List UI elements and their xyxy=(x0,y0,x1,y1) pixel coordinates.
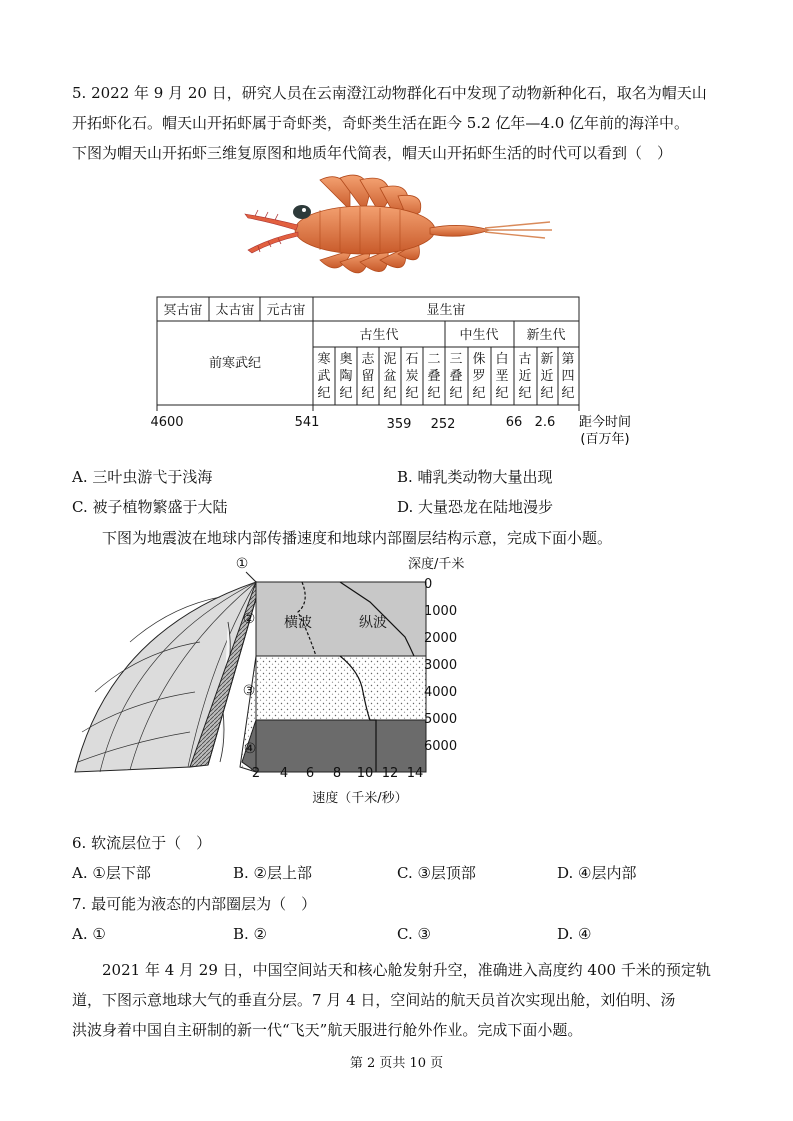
q6-option-a: A. ①层下部 xyxy=(72,864,151,882)
depth-tick: 5000 xyxy=(424,712,458,727)
tick-541: 541 xyxy=(294,415,320,430)
q7-option-c: C. ③ xyxy=(397,925,431,943)
q5-line: 下图为帽天山开拓虾三维复原图和地质年代简表，帽天山开拓虾生活的时代可以看到（ ） xyxy=(72,144,673,162)
q7-option-d: D. ④ xyxy=(557,925,592,943)
period-label: 侏罗纪 xyxy=(472,352,486,401)
era-cenozoic: 新生代 xyxy=(526,328,566,343)
precambrian-label: 前寒武纪 xyxy=(208,356,262,371)
marker-4: ④ xyxy=(243,741,257,757)
intro-q6-q7: 下图为地震波在地球内部传播速度和地球内部圈层结构示意，完成下面小题。 xyxy=(102,529,613,547)
axis-label-unit: (百万年) xyxy=(580,432,630,447)
depth-tick: 6000 xyxy=(424,739,458,754)
q6-stem: 6. 软流层位于（ ） xyxy=(72,834,212,852)
period-label: 志留纪 xyxy=(361,352,375,401)
kaituoxia-illustration xyxy=(240,170,560,290)
depth-axis-title: 深度/千米 xyxy=(408,557,465,572)
depth-tick: 1000 xyxy=(424,604,458,619)
period-label: 三叠纪 xyxy=(449,352,463,401)
period-label: 新近纪 xyxy=(540,352,554,401)
seismic-wave-figure xyxy=(70,552,490,814)
q7-option-b: B. ② xyxy=(233,925,268,943)
eon-proterozoic: 元古宙 xyxy=(266,303,306,318)
depth-tick: 4000 xyxy=(424,685,458,700)
page-footer: 第 2 页共 10 页 xyxy=(349,1056,444,1071)
tick-359: 359 xyxy=(386,417,412,432)
passage xyxy=(72,955,732,1045)
depth-tick: 2000 xyxy=(424,631,458,646)
period-label: 白垩纪 xyxy=(495,352,509,401)
q5-option-a: A. 三叶虫游弋于浅海 xyxy=(72,468,213,486)
speed-tick: 14 xyxy=(406,766,424,781)
q6-option-c: C. ③层顶部 xyxy=(397,864,476,882)
period-label: 寒武纪 xyxy=(317,352,331,401)
period-label: 古近纪 xyxy=(518,352,532,401)
tick-2.6: 2.6 xyxy=(534,415,556,430)
marker-3: ③ xyxy=(242,683,256,699)
era-mesozoic: 中生代 xyxy=(459,328,499,343)
q5-line: 5. 2022 年 9 月 20 日，研究人员在云南澄江动物群化石中发现了动物新种化石，取名为帽天山 xyxy=(72,84,707,102)
passage-line: 2021 年 4 月 29 日，中国空间站天和核心舱发射升空，准确进入高度约 400 千米的预定轨 xyxy=(72,961,711,979)
tick-66: 66 xyxy=(505,415,523,430)
axis-label-time: 距今时间 xyxy=(578,415,632,430)
q7-option-a: A. ① xyxy=(72,925,106,943)
period-label: 石炭纪 xyxy=(405,352,419,401)
q6-option-d: D. ④层内部 xyxy=(557,864,637,882)
label-p-wave: 纵波 xyxy=(359,615,387,631)
q6-option-b: B. ②层上部 xyxy=(233,864,313,882)
tick-4600: 4600 xyxy=(150,415,184,430)
q5-option-b: B. 哺乳类动物大量出现 xyxy=(397,468,553,486)
geologic-time-table xyxy=(145,295,645,450)
period-label: 二叠纪 xyxy=(427,352,441,401)
label-s-wave: 横波 xyxy=(284,615,312,631)
speed-tick: 6 xyxy=(305,766,315,781)
q5-line: 开拓虾化石。帽天山开拓虾属于奇虾类，奇虾类生活在距今 5.2 亿年—4.0 亿年前的海洋中。 xyxy=(72,114,690,132)
eon-archean: 太古宙 xyxy=(215,303,255,318)
speed-tick: 8 xyxy=(332,766,342,781)
speed-tick: 12 xyxy=(381,766,399,781)
period-label: 第四纪 xyxy=(561,352,575,401)
eon-phanerozoic: 显生宙 xyxy=(426,303,466,318)
era-paleozoic: 古生代 xyxy=(359,328,399,343)
speed-tick: 4 xyxy=(279,766,289,781)
period-label: 奥陶纪 xyxy=(339,352,353,401)
q5-option-c: C. 被子植物繁盛于大陆 xyxy=(72,498,228,516)
passage-line: 道，下图示意地球大气的垂直分层。7 月 4 日，空间站的航天员首次实现出舱，刘伯明、汤 xyxy=(72,991,676,1009)
period-label: 泥盆纪 xyxy=(383,352,397,401)
eon-hadean: 冥古宙 xyxy=(163,303,203,318)
depth-tick: 0 xyxy=(424,577,433,592)
q5-option-d: D. 大量恐龙在陆地漫步 xyxy=(397,498,554,516)
q5-stem xyxy=(72,78,732,168)
speed-axis-title: 速度（千米/秒） xyxy=(312,791,408,806)
q7-stem: 7. 最可能为液态的内部圈层为（ ） xyxy=(72,895,317,913)
marker-2: ② xyxy=(242,611,256,627)
depth-tick: 3000 xyxy=(424,658,458,673)
speed-tick: 2 xyxy=(251,766,261,781)
marker-1: ① xyxy=(235,556,249,572)
tick-252: 252 xyxy=(430,417,456,432)
passage-line: 洪波身着中国自主研制的新一代“飞天”航天服进行舱外作业。完成下面小题。 xyxy=(72,1021,583,1039)
speed-tick: 10 xyxy=(356,766,374,781)
